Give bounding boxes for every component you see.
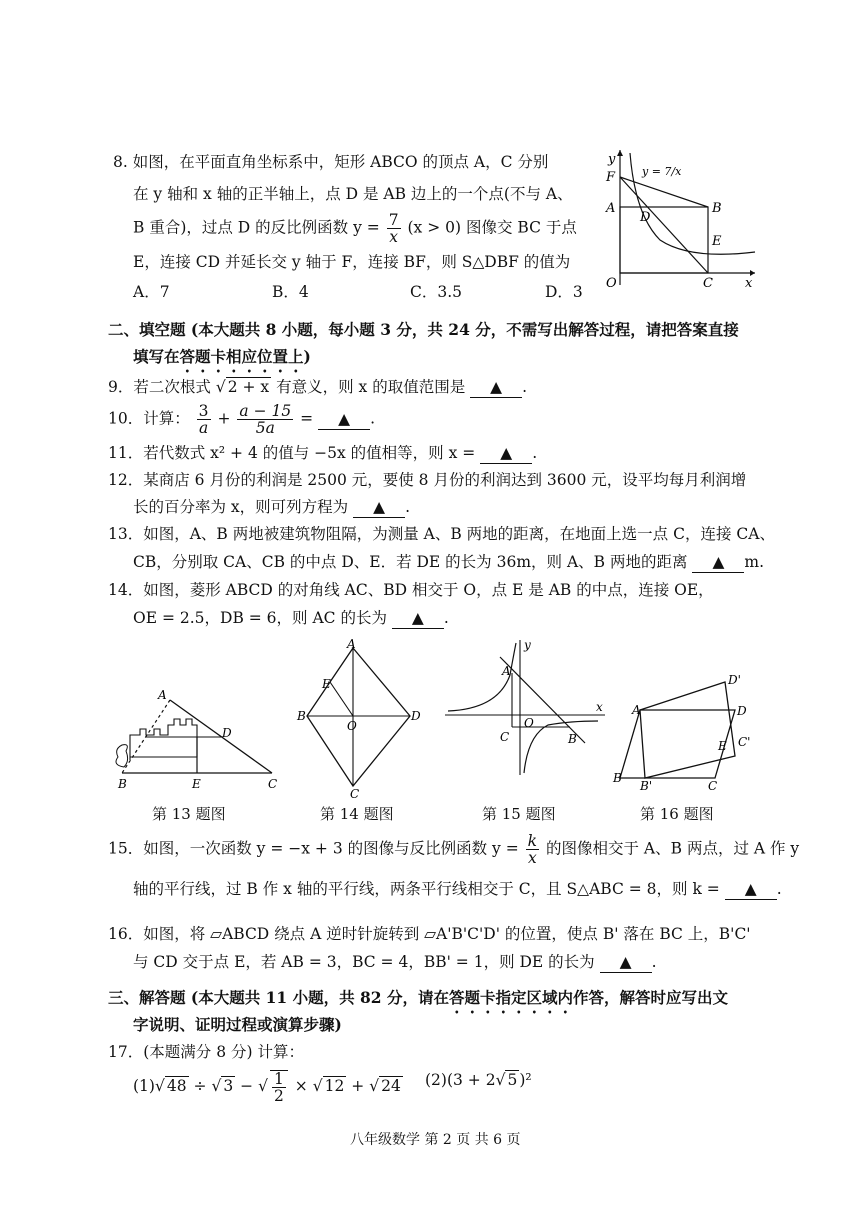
q10-frac1 (197, 403, 211, 436)
q9-pre: 9．若二次根式 (108, 378, 211, 396)
label-f: F (606, 170, 616, 185)
q17-p1-rad1: 48 (166, 1077, 187, 1095)
fig16-label-a: A (632, 703, 641, 717)
q16-line2-text: 与 CD 交于点 E，若 AB = 3，BC = 4，BB' = 1，则 DE 的长为 (133, 953, 595, 971)
q13-answer-blank: ▲ (692, 552, 744, 573)
label-c: C (703, 276, 713, 290)
section2-title: 二、填空题 (本大题共 8 小题，每小题 3 分，共 24 分，不需写出解答过程，请把答案直接 (108, 320, 739, 339)
section3-title (108, 988, 728, 1017)
q17-p2-rad: 5 (507, 1071, 518, 1089)
caption-fig16: 第 16 题图 (640, 805, 714, 823)
q17-half-den: 2 (273, 1087, 284, 1105)
fig13-building (130, 719, 197, 760)
fig13 (100, 685, 285, 795)
page-footer: 八年级数学 第 2 页 共 6 页 (350, 1132, 521, 1148)
q9 (108, 377, 527, 398)
fig15-label-x: x (596, 700, 603, 714)
fig15-label-a: A (502, 664, 511, 678)
q15-line1b: 的图像相交于 A、B 两点，过 A 作 y (546, 839, 800, 858)
q17-p1-rad3: 12 (324, 1077, 345, 1095)
fig14-label-e: E (322, 677, 331, 691)
q8-frac-den: x (389, 228, 398, 246)
q9-end: . (522, 378, 528, 396)
caption-fig13: 第 13 题图 (152, 805, 226, 823)
fig14-label-o: O (347, 719, 357, 733)
q17-p2-pre: (2)(3 + 2 (425, 1071, 496, 1089)
q17-p2-end: )² (519, 1071, 532, 1089)
fig15-label-o: O (524, 716, 534, 730)
q10-frac1-den: a (198, 419, 209, 437)
fig14-label-a: A (347, 638, 356, 651)
q12-line2-text: 长的百分率为 x，则可列方程为 (133, 498, 349, 516)
q10-frac2-den: 5a (255, 419, 275, 437)
q9-radicand: 2 + x (227, 378, 270, 396)
q14-line1: 14．如图，菱形 ABCD 的对角线 AC、BD 相交于 O，点 E 是 AB 的中点，连接 OE， (108, 581, 714, 599)
q8-option-b: B．4 (272, 283, 309, 301)
q17-p1-rad4: 24 (381, 1077, 401, 1095)
q12-line1: 12．某商店 6 月份的利润是 2500 元，要使 8 月份的利润达到 3600 元，设平均每月利润增 (108, 471, 747, 489)
q8-figure (590, 145, 760, 290)
fig14-rhombus (307, 648, 410, 786)
fig16 (610, 670, 770, 795)
fig15-label-c: C (500, 730, 510, 744)
q16-answer-blank: ▲ (600, 952, 652, 973)
fig14-label-d: D (411, 709, 421, 723)
section2-title2 (133, 347, 311, 376)
q11-text: 11．若代数式 x² + 4 的值与 −5x 的值相等，则 x = (108, 444, 476, 462)
q8-fraction (387, 212, 401, 245)
q17-plus: + (351, 1077, 365, 1095)
label-b: B (712, 201, 722, 216)
fig15-line (500, 657, 585, 743)
section3-title2: 字说明、证明过程或演算步骤) (133, 1015, 342, 1034)
fig13-label-d: D (222, 726, 232, 740)
q8-line3b: (x > 0) 图像交 BC 于点 (407, 218, 577, 237)
q10-frac2-num: a − 15 (239, 402, 292, 420)
q11-answer-blank: ▲ (480, 443, 532, 464)
q15-line2 (133, 879, 782, 900)
fig16-label-e: E (718, 739, 727, 753)
q12-end: . (405, 498, 411, 516)
fig16-label-d: D (737, 704, 747, 718)
section3-title-dot: 答题卡指定区域内 (448, 988, 573, 1007)
q8-line2: 在 y 轴和 x 轴的正半轴上，点 D 是 AB 边上的一个点(不与 A、 (133, 185, 573, 203)
q8-option-a: A．7 (133, 283, 170, 301)
q17-p1-rad2: 3 (223, 1077, 234, 1095)
q10-frac2 (237, 403, 293, 436)
q8-option-c: C．3.5 (410, 283, 463, 301)
q17-half-num: 1 (273, 1070, 284, 1088)
label-o: O (606, 276, 617, 290)
fig15-hyperbola-right (524, 721, 598, 773)
q9-post: 有意义，则 x 的取值范围是 (276, 378, 466, 396)
q10-end: . (370, 409, 376, 428)
rect-abco (620, 207, 708, 273)
q10-pre: 10．计算： (108, 409, 190, 428)
q9-sqrt-sign: √ (215, 378, 226, 396)
q15-frac-den: x (527, 849, 537, 867)
section2-title2-post: ) (303, 347, 311, 366)
q10-plus: + (217, 409, 231, 428)
fig13-tree (116, 745, 128, 767)
q14-answer-blank: ▲ (392, 608, 444, 629)
q14-end: . (443, 609, 449, 627)
fig16-label-c-prime: C' (738, 735, 751, 749)
fig14-label-b: B (297, 709, 306, 723)
section2-title2-dot: 答题卡相应位置上 (179, 347, 304, 366)
q17-part2: (2)(3 + 2√ 5 )² (425, 1071, 532, 1089)
q11-end: . (532, 444, 538, 462)
q10-answer-blank: ▲ (318, 409, 370, 430)
label-a: A (606, 201, 616, 216)
q15-answer-blank: ▲ (725, 879, 777, 900)
q17-minus: − (240, 1077, 254, 1095)
y-arrow (617, 150, 623, 156)
label-d: D (640, 210, 651, 225)
q15-frac-num: k (527, 832, 538, 850)
q11 (108, 443, 537, 464)
q13-end: m. (744, 553, 765, 571)
q10-eq: = (300, 409, 314, 428)
fig13-label-b: B (118, 777, 127, 791)
fig16-label-b-prime: B' (640, 779, 653, 793)
fig13-label-a: A (158, 688, 167, 702)
q17-div: ÷ (193, 1077, 207, 1095)
q16-end: . (651, 953, 657, 971)
q17-part1: (1)√ 48 ÷ √ 3 − √ $\frac{1}{2}$ × √ 12 + √ 24 (133, 1070, 401, 1105)
label-e: E (712, 234, 722, 249)
q17-head: 17．(本题满分 8 分) 计算： (108, 1043, 304, 1061)
q15-line1 (108, 833, 799, 866)
fig15-label-b: B (568, 732, 577, 746)
q8-line1: 8. 如图，在平面直角坐标系中，矩形 ABCO 的顶点 A，C 分别 (113, 153, 549, 171)
q16-line1: 16．如图，将 ▱ABCD 绕点 A 逆时针旋转到 ▱A'B'C'D' 的位置，使点 B' 落在 BC 上，B'C' (108, 925, 751, 943)
fig14 (295, 638, 430, 798)
fig16-abcd-prime (640, 682, 735, 778)
caption-fig15: 第 15 题图 (482, 805, 556, 823)
label-y: y (608, 152, 616, 167)
q15-end: . (776, 880, 782, 898)
q17-times: × (294, 1077, 308, 1095)
caption-fig14: 第 14 题图 (320, 805, 394, 823)
fig15-label-y: y (524, 638, 531, 652)
fig13-label-e: E (192, 777, 201, 791)
q9-answer-blank: ▲ (470, 377, 522, 398)
q14-line2-text: OE = 2.5，DB = 6，则 AC 的长为 (133, 609, 387, 627)
q15-line2-text: 轴的平行线，过 B 作 x 轴的平行线，两条平行线相交于 C，且 S△ABC = 8，则 k = (133, 880, 720, 898)
label-x: x (745, 276, 753, 290)
q15-fraction (526, 833, 539, 866)
q10 (108, 403, 375, 436)
q8-option-d: D．3 (545, 283, 583, 301)
q13-line2 (133, 552, 764, 573)
q13-line1: 13．如图，A、B 两地被建筑物阻隔，为测量 A、B 两地的距离，在地面上选一点 C，连接 CA、 (108, 525, 775, 543)
q17-half (270, 1070, 288, 1104)
fig13-label-c: C (268, 777, 278, 791)
q8-line3 (133, 212, 577, 245)
section3-title-pre: 三、解答题 (本大题共 11 小题，共 82 分，请在 (108, 988, 449, 1007)
fig14-label-c: C (350, 787, 360, 798)
q17-p1-label: (1) (133, 1077, 155, 1095)
fig16-label-b: B (613, 771, 622, 785)
q16-line2 (133, 952, 657, 973)
fig16-label-d-prime: D' (728, 673, 741, 687)
q8-line4: E，连接 CD 并延长交 y 轴于 F，连接 BF，则 S△DBF 的值为 (133, 253, 571, 271)
section2-title2-pre: 填写在 (133, 347, 180, 366)
q12-answer-blank: ▲ (353, 497, 405, 518)
q13-line2-text: CB，分别取 CA、CB 的中点 D、E．若 DE 的长为 36m，则 A、B 两地的距离 (133, 553, 688, 571)
q10-frac1-num: 3 (198, 402, 209, 420)
fig16-label-c: C (708, 779, 718, 793)
q8-line3a: B 重合)，过点 D 的反比例函数 y = (133, 218, 380, 237)
q14-line2 (133, 608, 449, 629)
q15-line1a: 15．如图，一次函数 y = −x + 3 的图像与反比例函数 y = (108, 839, 519, 858)
label-func: y = 7/x (642, 165, 682, 178)
q8-frac-num: 7 (388, 211, 399, 229)
fig14-oe (330, 682, 353, 716)
q12-line2 (133, 497, 410, 518)
fig15 (440, 635, 610, 780)
section3-title-post: 作答，解答时应写出文 (572, 988, 728, 1007)
